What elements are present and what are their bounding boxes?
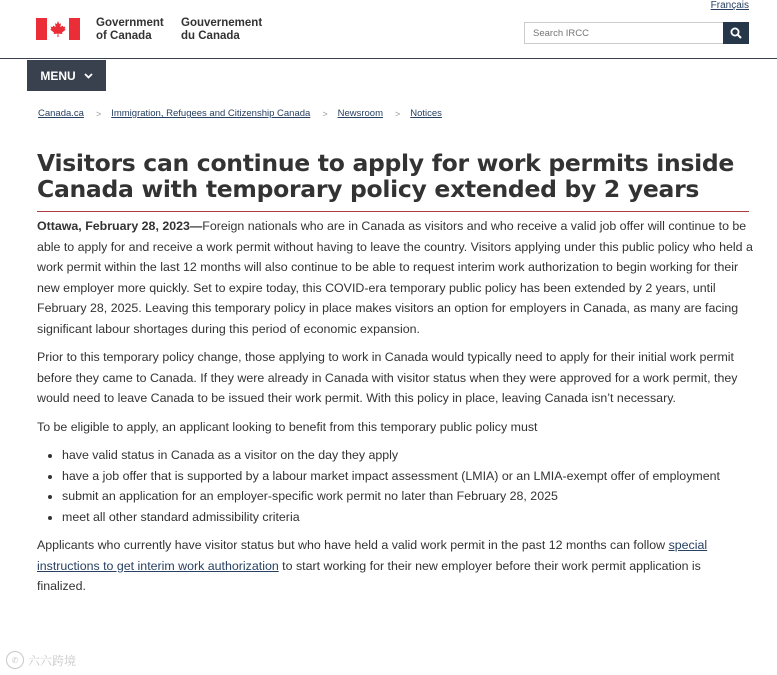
paragraph-eligibility: To be eligible to apply, an applicant looking to benefit from this temporary public policy must: [37, 419, 538, 434]
breadcrumb-canada[interactable]: Canada.ca: [38, 108, 84, 119]
signature-fr-line2: du Canada: [181, 29, 240, 42]
breadcrumb-separator: >: [394, 108, 401, 119]
search-box: [524, 22, 749, 44]
search-icon: [730, 27, 742, 39]
chevron-down-icon: [84, 73, 93, 79]
watermark-logo-icon: ✆: [6, 651, 24, 669]
article-body: [37, 216, 753, 605]
paragraph-prior-policy: Prior to this temporary policy change, those applying to work in Canada would typically need to apply for their initial work permit before they came to Canada. If they were already in Canada with visitor status when they were approved for a work permit, they would need to leave Canada to be issued their work permit. With this policy in place, leaving Canada isn’t necessary.: [37, 350, 738, 405]
page-title: Visitors can continue to apply for work permits inside Canada with temporary policy extended by 2 years: [37, 149, 735, 203]
interim-text-end: to start working for their new employer before their work permit application is finalized.: [37, 558, 701, 593]
header-divider: [0, 58, 777, 59]
government-signature-en: [96, 17, 164, 42]
dateline: Ottawa, February 28, 2023—: [37, 219, 203, 233]
signature-en-line1: Government: [96, 17, 164, 29]
menu-button[interactable]: [27, 60, 106, 91]
list-item: • submit an application for an employer-specific work permit no later than February 28, 2025: [62, 486, 753, 507]
signature-fr-line1: Gouvernement: [181, 17, 263, 29]
canada-flag-logo[interactable]: [36, 18, 80, 40]
search-input[interactable]: [525, 23, 723, 43]
eligibility-list: [37, 445, 753, 527]
menu-label: MENU: [40, 68, 76, 83]
list-item: • have valid status in Canada as a visitor on the day they apply: [62, 445, 753, 466]
government-signature-fr: [181, 17, 262, 42]
paragraph-interim: [37, 535, 753, 597]
signature-en-line2: of Canada: [96, 29, 152, 42]
paragraph-intro: [37, 216, 753, 339]
breadcrumb-newsroom[interactable]: Newsroom: [337, 108, 383, 119]
site-header: [36, 10, 749, 58]
breadcrumb-notices[interactable]: Notices: [410, 108, 442, 119]
list-item: • meet all other standard admissibility criteria: [62, 507, 753, 528]
maple-leaf-icon: [49, 20, 67, 38]
title-underline: [37, 211, 749, 212]
interim-text-start: Applicants who currently have visitor status but who have held a valid work permit in the past 12 months can follow: [37, 538, 669, 552]
watermark: [6, 651, 76, 669]
watermark-text: 六六跨境: [28, 653, 77, 668]
list-item: • have a job offer that is supported by a labour market impact assessment (LMIA) or an LMIA-exempt offer of employment: [62, 466, 753, 487]
breadcrumb: [38, 108, 442, 119]
intro-text: Foreign nationals who are in Canada as visitors and who receive a valid job offer will continue to be able to apply for and receive a work permit without having to leave the country. Visitors applying under this public policy who held a work permit within the last 12 months will also continue to be able to request interim work authorization to begin working for their new employer more quickly. Set to expire today, this COVID-era temporary public policy has been extended by 2 years, until February 28, 2025. Leaving this temporary policy in place makes visitors an option for employers in Canada, as many are facing significant labour shortages during this period of economic expansion.: [37, 219, 753, 336]
breadcrumb-ircc[interactable]: Immigration, Refugees and Citizenship Canada: [111, 108, 311, 119]
search-button[interactable]: [723, 22, 749, 44]
interim-work-authorization-link[interactable]: special instructions to get interim work authorization: [37, 538, 708, 573]
breadcrumb-separator: >: [322, 108, 328, 119]
breadcrumb-separator: >: [95, 108, 102, 119]
language-toggle-link[interactable]: Français: [710, 0, 749, 11]
